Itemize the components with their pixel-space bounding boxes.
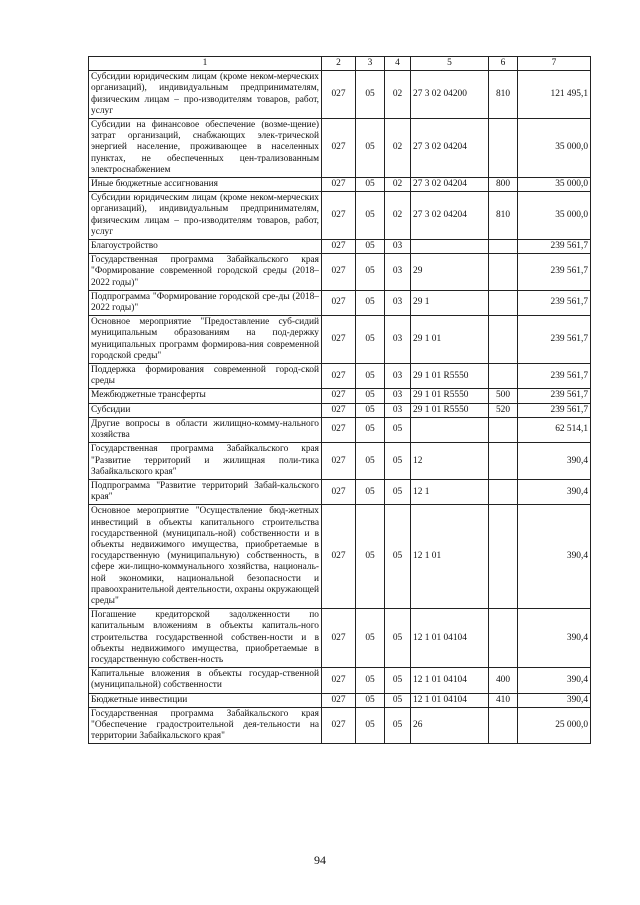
row-name-cell: Государственная программа Забайкальского края "Формирование современной городской среды (2018–2022 годы)" bbox=[89, 254, 322, 291]
amount-cell: 390,4 bbox=[518, 479, 591, 504]
row-name-cell: Подпрограмма "Развитие территорий Забай-кальского края" bbox=[89, 479, 322, 504]
amount-cell: 239 561,7 bbox=[518, 316, 591, 364]
expense-type-cell: 810 bbox=[489, 71, 518, 119]
section-code-cell: 05 bbox=[356, 609, 385, 668]
expense-type-cell bbox=[489, 240, 518, 254]
amount-cell: 35 000,0 bbox=[518, 119, 591, 178]
table-row bbox=[89, 290, 591, 315]
target-article-cell bbox=[411, 417, 489, 442]
column-header: 5 bbox=[411, 57, 489, 71]
row-name-cell: Государственная программа Забайкальского края "Развитие территорий и жилищная поли-тика Забайкальского края" bbox=[89, 443, 322, 480]
table-row bbox=[89, 417, 591, 442]
ved-code-cell: 027 bbox=[322, 443, 356, 480]
table-row bbox=[89, 316, 591, 364]
amount-cell: 390,4 bbox=[518, 668, 591, 693]
page-number: 94 bbox=[314, 853, 326, 867]
table-row bbox=[89, 443, 591, 480]
table-row bbox=[89, 505, 591, 609]
budget-table bbox=[88, 56, 591, 744]
section-code-cell: 05 bbox=[356, 364, 385, 389]
section-code-cell: 05 bbox=[356, 417, 385, 442]
table-row bbox=[89, 693, 591, 707]
table-header-row bbox=[89, 57, 591, 71]
table-row bbox=[89, 668, 591, 693]
expense-type-cell: 500 bbox=[489, 389, 518, 403]
ved-code-cell: 027 bbox=[322, 178, 356, 192]
ved-code-cell: 027 bbox=[322, 316, 356, 364]
amount-cell: 35 000,0 bbox=[518, 178, 591, 192]
target-article-cell: 29 1 01 bbox=[411, 316, 489, 364]
target-article-cell: 26 bbox=[411, 707, 489, 744]
table-row bbox=[89, 119, 591, 178]
amount-cell: 390,4 bbox=[518, 443, 591, 480]
target-article-cell: 12 1 01 04104 bbox=[411, 693, 489, 707]
subsection-code-cell: 05 bbox=[385, 609, 411, 668]
target-article-cell: 12 bbox=[411, 443, 489, 480]
row-name-cell: Субсидии на финансовое обеспечение (возме-щение) затрат организаций, снабжающих элек-трической энергией население, проживающее в населенных пунктах, не обеспеченных цен-трализованным электроснабжением bbox=[89, 119, 322, 178]
section-code-cell: 05 bbox=[356, 479, 385, 504]
row-name-cell: Основное мероприятие "Осуществление бюд-жетных инвестиций в объекты капитального строительства государственной (муниципаль-ной) собственности и в объекты недвижимого имущества, приобретаемые в государственную (муниципальную) собственность, в сфере жи-лищно-коммунального хозяйства, националь-ной экономики, национальной безопасности и правоохранительной деятельности, охраны окружающей среды" bbox=[89, 505, 322, 609]
target-article-cell: 12 1 bbox=[411, 479, 489, 504]
ved-code-cell: 027 bbox=[322, 119, 356, 178]
section-code-cell: 05 bbox=[356, 71, 385, 119]
target-article-cell: 29 1 01 R5550 bbox=[411, 403, 489, 417]
expense-type-cell: 800 bbox=[489, 178, 518, 192]
subsection-code-cell: 03 bbox=[385, 403, 411, 417]
section-code-cell: 05 bbox=[356, 505, 385, 609]
section-code-cell: 05 bbox=[356, 316, 385, 364]
ved-code-cell: 027 bbox=[322, 290, 356, 315]
expense-type-cell: 410 bbox=[489, 693, 518, 707]
table-row bbox=[89, 403, 591, 417]
ved-code-cell: 027 bbox=[322, 609, 356, 668]
ved-code-cell: 027 bbox=[322, 240, 356, 254]
column-header: 7 bbox=[518, 57, 591, 71]
target-article-cell: 12 1 01 04104 bbox=[411, 609, 489, 668]
section-code-cell: 05 bbox=[356, 178, 385, 192]
table-row bbox=[89, 707, 591, 744]
target-article-cell: 27 3 02 04204 bbox=[411, 119, 489, 178]
amount-cell: 62 514,1 bbox=[518, 417, 591, 442]
ved-code-cell: 027 bbox=[322, 668, 356, 693]
expense-type-cell bbox=[489, 443, 518, 480]
expense-type-cell bbox=[489, 290, 518, 315]
subsection-code-cell: 03 bbox=[385, 254, 411, 291]
subsection-code-cell: 03 bbox=[385, 316, 411, 364]
column-header: 6 bbox=[489, 57, 518, 71]
row-name-cell: Субсидии юридическим лицам (кроме неком-мерческих организаций), индивидуальным предпринимателям, физическим лицам – про-изводителям товаров, работ, услуг bbox=[89, 71, 322, 119]
row-name-cell: Иные бюджетные ассигнования bbox=[89, 178, 322, 192]
table-row bbox=[89, 254, 591, 291]
subsection-code-cell: 05 bbox=[385, 479, 411, 504]
expense-type-cell bbox=[489, 417, 518, 442]
subsection-code-cell: 02 bbox=[385, 178, 411, 192]
row-name-cell: Поддержка формирования современной город-ской среды bbox=[89, 364, 322, 389]
subsection-code-cell: 02 bbox=[385, 119, 411, 178]
table-row bbox=[89, 178, 591, 192]
expense-type-cell bbox=[489, 254, 518, 291]
target-article-cell: 29 1 bbox=[411, 290, 489, 315]
subsection-code-cell: 05 bbox=[385, 443, 411, 480]
section-code-cell: 05 bbox=[356, 240, 385, 254]
expense-type-cell bbox=[489, 707, 518, 744]
subsection-code-cell: 02 bbox=[385, 71, 411, 119]
column-header: 3 bbox=[356, 57, 385, 71]
amount-cell: 239 561,7 bbox=[518, 364, 591, 389]
ved-code-cell: 027 bbox=[322, 707, 356, 744]
table-row bbox=[89, 192, 591, 240]
column-header: 2 bbox=[322, 57, 356, 71]
ved-code-cell: 027 bbox=[322, 364, 356, 389]
amount-cell: 239 561,7 bbox=[518, 254, 591, 291]
subsection-code-cell: 05 bbox=[385, 417, 411, 442]
amount-cell: 390,4 bbox=[518, 693, 591, 707]
section-code-cell: 05 bbox=[356, 389, 385, 403]
target-article-cell: 12 1 01 04104 bbox=[411, 668, 489, 693]
target-article-cell: 12 1 01 bbox=[411, 505, 489, 609]
ved-code-cell: 027 bbox=[322, 192, 356, 240]
table-row bbox=[89, 240, 591, 254]
expense-type-cell bbox=[489, 609, 518, 668]
subsection-code-cell: 05 bbox=[385, 668, 411, 693]
table-row bbox=[89, 389, 591, 403]
row-name-cell: Погашение кредиторской задолженности по капитальным вложениям в объекты капиталь-ного строительства государственной собствен-ности и в объекты недвижимого имущества, приобретаемые в государственную собствен-ность bbox=[89, 609, 322, 668]
amount-cell: 239 561,7 bbox=[518, 290, 591, 315]
target-article-cell: 29 bbox=[411, 254, 489, 291]
amount-cell: 239 561,7 bbox=[518, 389, 591, 403]
row-name-cell: Межбюджетные трансферты bbox=[89, 389, 322, 403]
ved-code-cell: 027 bbox=[322, 403, 356, 417]
expense-type-cell bbox=[489, 364, 518, 389]
ved-code-cell: 027 bbox=[322, 389, 356, 403]
expense-type-cell bbox=[489, 119, 518, 178]
ved-code-cell: 027 bbox=[322, 693, 356, 707]
amount-cell: 121 495,1 bbox=[518, 71, 591, 119]
amount-cell: 390,4 bbox=[518, 609, 591, 668]
target-article-cell: 27 3 02 04204 bbox=[411, 192, 489, 240]
column-header: 1 bbox=[89, 57, 322, 71]
target-article-cell: 29 1 01 R5550 bbox=[411, 364, 489, 389]
section-code-cell: 05 bbox=[356, 693, 385, 707]
column-header: 4 bbox=[385, 57, 411, 71]
target-article-cell bbox=[411, 240, 489, 254]
amount-cell: 25 000,0 bbox=[518, 707, 591, 744]
section-code-cell: 05 bbox=[356, 254, 385, 291]
subsection-code-cell: 02 bbox=[385, 192, 411, 240]
row-name-cell: Подпрограмма "Формирование городской сре-ды (2018–2022 годы)" bbox=[89, 290, 322, 315]
amount-cell: 239 561,7 bbox=[518, 403, 591, 417]
section-code-cell: 05 bbox=[356, 403, 385, 417]
expense-type-cell: 400 bbox=[489, 668, 518, 693]
ved-code-cell: 027 bbox=[322, 71, 356, 119]
target-article-cell: 27 3 02 04200 bbox=[411, 71, 489, 119]
section-code-cell: 05 bbox=[356, 192, 385, 240]
expense-type-cell bbox=[489, 479, 518, 504]
subsection-code-cell: 03 bbox=[385, 364, 411, 389]
amount-cell: 35 000,0 bbox=[518, 192, 591, 240]
expense-type-cell bbox=[489, 505, 518, 609]
table-row bbox=[89, 71, 591, 119]
row-name-cell: Благоустройство bbox=[89, 240, 322, 254]
amount-cell: 239 561,7 bbox=[518, 240, 591, 254]
expense-type-cell: 810 bbox=[489, 192, 518, 240]
section-code-cell: 05 bbox=[356, 119, 385, 178]
section-code-cell: 05 bbox=[356, 290, 385, 315]
subsection-code-cell: 05 bbox=[385, 707, 411, 744]
ved-code-cell: 027 bbox=[322, 479, 356, 504]
section-code-cell: 05 bbox=[356, 443, 385, 480]
expense-type-cell: 520 bbox=[489, 403, 518, 417]
subsection-code-cell: 03 bbox=[385, 240, 411, 254]
row-name-cell: Государственная программа Забайкальского края "Обеспечение градостроительной дея-тельности на территории Забайкальского края" bbox=[89, 707, 322, 744]
amount-cell: 390,4 bbox=[518, 505, 591, 609]
row-name-cell: Субсидии bbox=[89, 403, 322, 417]
row-name-cell: Другие вопросы в области жилищно-комму-нального хозяйства bbox=[89, 417, 322, 442]
table-row bbox=[89, 609, 591, 668]
ved-code-cell: 027 bbox=[322, 417, 356, 442]
ved-code-cell: 027 bbox=[322, 254, 356, 291]
table-row bbox=[89, 479, 591, 504]
target-article-cell: 29 1 01 R5550 bbox=[411, 389, 489, 403]
subsection-code-cell: 03 bbox=[385, 389, 411, 403]
target-article-cell: 27 3 02 04204 bbox=[411, 178, 489, 192]
row-name-cell: Субсидии юридическим лицам (кроме неком-мерческих организаций), индивидуальным предпринимателям, физическим лицам – про-изводителям товаров, работ, услуг bbox=[89, 192, 322, 240]
expense-type-cell bbox=[489, 316, 518, 364]
row-name-cell: Бюджетные инвестиции bbox=[89, 693, 322, 707]
row-name-cell: Капитальные вложения в объекты государ-ственной (муниципальной) собственности bbox=[89, 668, 322, 693]
row-name-cell: Основное мероприятие "Предоставление суб-сидий муниципальным образованиям на под-держку муниципальных программ формирова-ния современной городской среды" bbox=[89, 316, 322, 364]
ved-code-cell: 027 bbox=[322, 505, 356, 609]
subsection-code-cell: 05 bbox=[385, 693, 411, 707]
subsection-code-cell: 03 bbox=[385, 290, 411, 315]
table-row bbox=[89, 364, 591, 389]
section-code-cell: 05 bbox=[356, 707, 385, 744]
subsection-code-cell: 05 bbox=[385, 505, 411, 609]
section-code-cell: 05 bbox=[356, 668, 385, 693]
